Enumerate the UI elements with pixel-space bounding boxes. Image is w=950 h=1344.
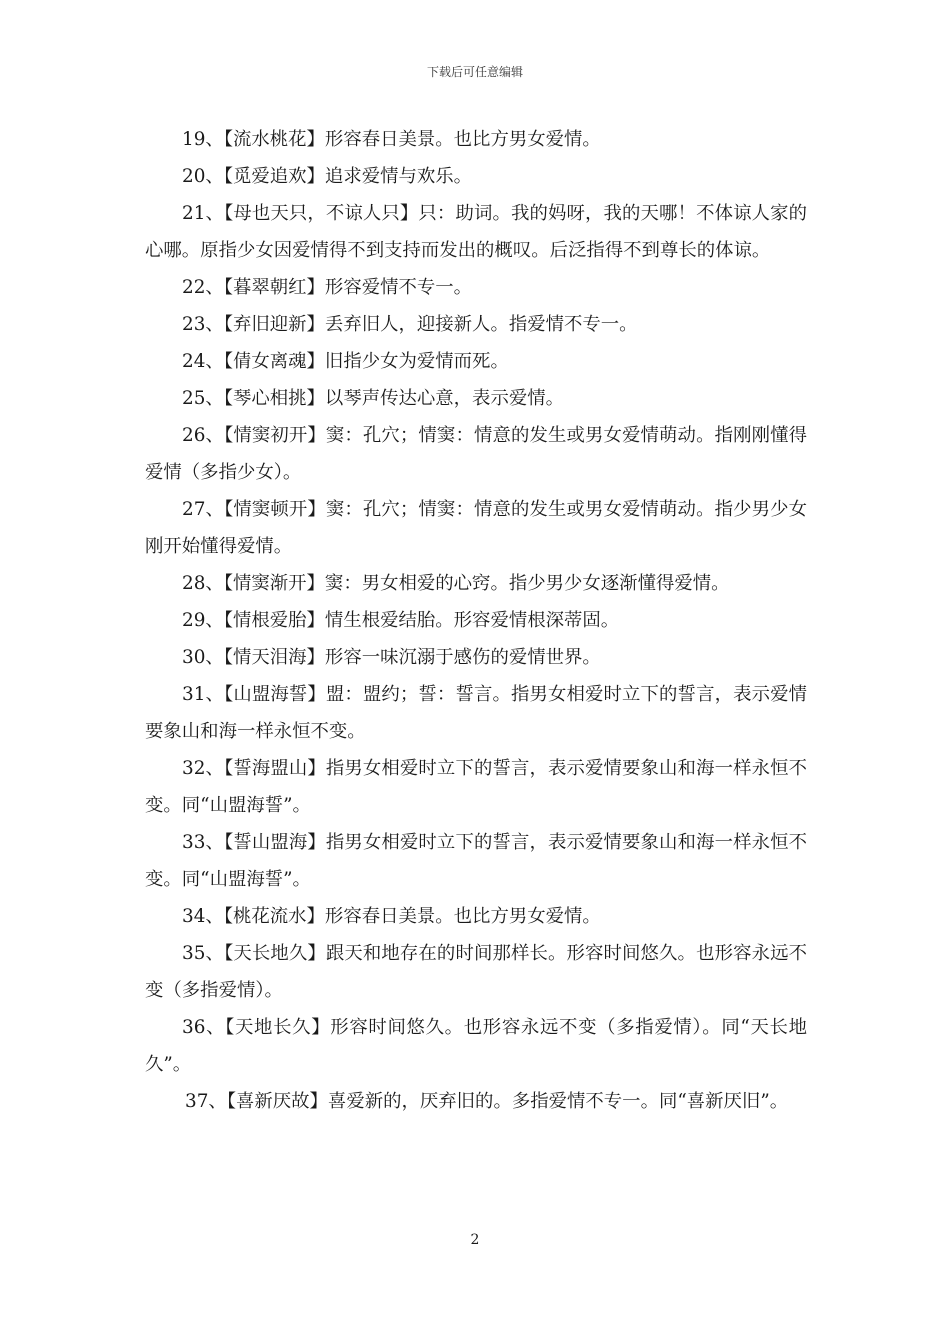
idiom-entry-24: 24、【倩女离魂】旧指少女为爱情而死。: [182, 351, 509, 372]
idiom-entry-21: 21、【母也天只，不谅人只】只：助词。我的妈呀，我的天哪！不体谅人家的心哪。原指少女因爱情得不到支持而发出的概叹。后泛指得不到尊长的体谅。: [145, 203, 807, 261]
idiom-entry-32: 32、【誓海盟山】指男女相爱时立下的誓言，表示爱情要象山和海一样永恒不变。同“山盟海誓”。: [145, 758, 807, 816]
idiom-entry-27: 27、【情窦顿开】窦：孔穴；情窦：情意的发生或男女爱情萌动。指少男少女刚开始懂得爱情。: [145, 499, 807, 557]
idiom-entry-29: 29、【情根爱胎】情生根爱结胎。形容爱情根深蒂固。: [182, 610, 620, 631]
idiom-entry-35: 35、【天长地久】跟天和地存在的时间那样长。形容时间悠久。也形容永远不变（多指爱情）。: [145, 943, 807, 1001]
idiom-entry-23: 23、【弃旧迎新】丢弃旧人，迎接新人。指爱情不专一。: [182, 314, 638, 335]
idiom-entry-30: 30、【情天泪海】形容一味沉溺于感伤的爱情世界。: [182, 647, 601, 668]
idiom-entry-31: 31、【山盟海誓】盟：盟约；誓：誓言。指男女相爱时立下的誓言，表示爱情要象山和海一样永恒不变。: [145, 684, 807, 742]
idiom-entry-36: 36、【天地长久】形容时间悠久。也形容永远不变（多指爱情）。同“天长地久”。: [145, 1017, 807, 1075]
idiom-entry-19: 19、【流水桃花】形容春日美景。也比方男女爱情。: [182, 129, 601, 150]
idiom-entry-33: 33、【誓山盟海】指男女相爱时立下的誓言，表示爱情要象山和海一样永恒不变。同“山盟海誓”。: [145, 832, 807, 890]
idiom-entry-37: 37、【喜新厌故】喜爱新的，厌弃旧的。多指爱情不专一。同“喜新厌旧”。: [185, 1091, 789, 1112]
idiom-entry-20: 20、【觅爱追欢】追求爱情与欢乐。: [182, 166, 473, 187]
idiom-entry-34: 34、【桃花流水】形容春日美景。也比方男女爱情。: [182, 906, 601, 927]
idiom-entry-28: 28、【情窦渐开】窦：男女相爱的心窍。指少男少女逐渐懂得爱情。: [182, 573, 730, 594]
page-header: 下载后可任意编辑: [426, 65, 523, 79]
page-number: 2: [470, 1232, 480, 1248]
idiom-entry-22: 22、【暮翠朝红】形容爱情不专一。: [182, 277, 473, 298]
idiom-entry-25: 25、【琴心相挑】以琴声传达心意，表示爱情。: [182, 388, 565, 409]
idiom-entry-26: 26、【情窦初开】窦：孔穴；情窦：情意的发生或男女爱情萌动。指刚刚懂得爱情（多指少女）。: [145, 425, 807, 483]
document-body: [145, 121, 807, 1120]
